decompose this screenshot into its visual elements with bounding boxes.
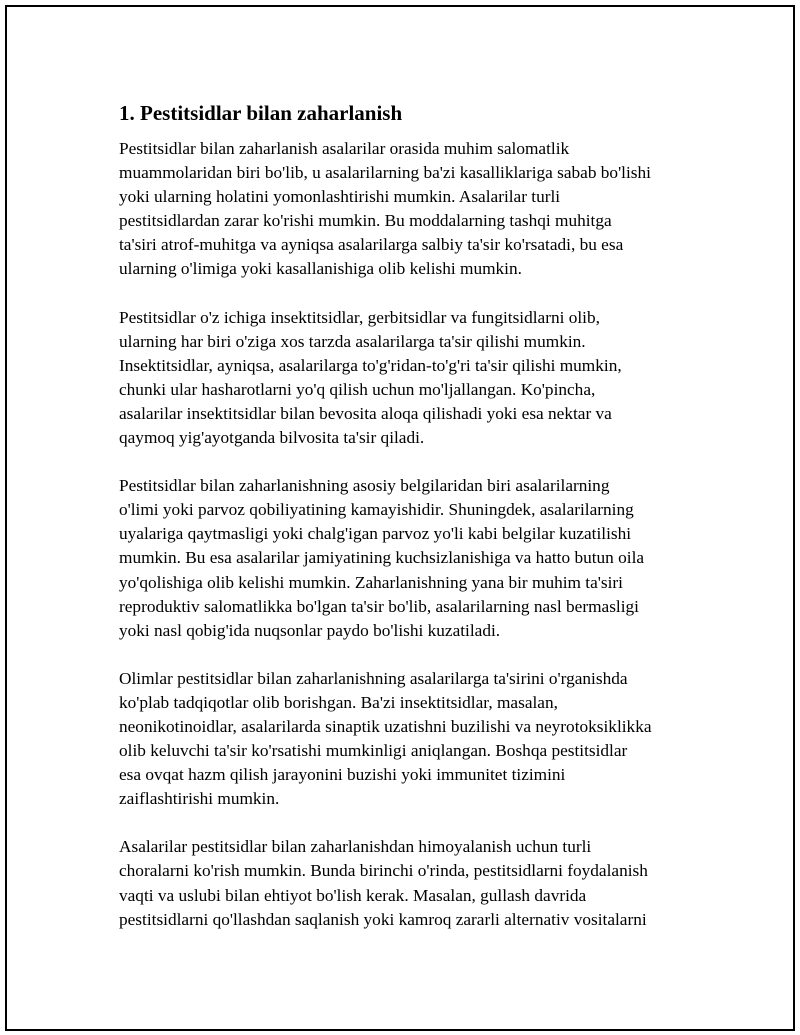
text-line: vaqti va uslubi bilan ehtiyot bo'lish kerak. Masalan, gullash davrida bbox=[119, 885, 587, 905]
page-frame bbox=[5, 5, 795, 1031]
text-line: yo'qolishiga olib kelishi mumkin. Zaharlanishning yana bir muhim ta'siri bbox=[119, 572, 623, 592]
text-line: yoki nasl qobig'ida nuqsonlar paydo bo'lishi kuzatiladi. bbox=[119, 620, 501, 640]
text-line: Olimlar pestitsidlar bilan zaharlanishning asalarilarga ta'sirini o'rganishda bbox=[119, 668, 628, 688]
paragraph-4 bbox=[119, 667, 704, 812]
text-line: Pestitsidlar bilan zaharlanish asalarilar orasida muhim salomatlik bbox=[119, 139, 570, 158]
text-line: olib keluvchi ta'sir ko'rsatishi mumkinligi aniqlangan. Boshqa pestitsidlar bbox=[119, 741, 628, 761]
text-line: Pestitsidlar o'z ichiga insektitsidlar, gerbitsidlar va fungitsidlarni olib, bbox=[119, 307, 600, 327]
text-line: esa ovqat hazm qilish jarayonini buzishi yoki immunitet tizimini bbox=[119, 765, 566, 785]
text-line: pestitsidlarni qo'llashdan saqlanish yoki kamroq zararli alternativ vositalarni bbox=[119, 909, 647, 929]
text-line: yoki ularning holatini yomonlashtirishi mumkin. Asalarilar turli bbox=[119, 187, 561, 207]
text-line: uyalariga qaytmasligi yoki chalg'igan parvoz yo'li kabi belgilar kuzatilishi bbox=[119, 524, 632, 544]
text-line: ko'plab tadqiqotlar olib borishgan. Ba'zi insektitsidlar, masalan, bbox=[119, 692, 558, 712]
paragraph-3 bbox=[119, 474, 704, 643]
text-line: muammolaridan biri bo'lib, u asalarilarning ba'zi kasalliklariga sabab bo'lishi bbox=[119, 163, 651, 183]
text-line: ularning o'limiga yoki kasallanishiga olib kelishi mumkin. bbox=[119, 259, 522, 279]
text-line: pestitsidlardan zarar ko'rishi mumkin. Bu moddalarning tashqi muhitga bbox=[119, 211, 612, 231]
text-line: Pestitsidlar bilan zaharlanishning asosiy belgilaridan biri asalarilarning bbox=[119, 476, 610, 496]
text-line: choralarni ko'rish mumkin. Bunda birinchi o'rinda, pestitsidlarni foydalanish bbox=[119, 861, 648, 881]
text-line: qaymoq yig'ayotganda bilvosita ta'sir qiladi. bbox=[119, 428, 425, 448]
paragraph-2 bbox=[119, 306, 704, 451]
text-line: reproduktiv salomatlikka bo'lgan ta'sir bo'lib, asalarilarning nasl bermasligi bbox=[119, 596, 639, 616]
text-line: o'limi yoki parvoz qobiliyatining kamayishidir. Shuningdek, asalarilarning bbox=[119, 500, 634, 520]
text-line: neonikotinoidlar, asalarilarda sinaptik uzatishni buzilishi va neyrotoksiklikka bbox=[119, 716, 652, 736]
text-line: asalarilar insektitsidlar bilan bevosita aloqa qilishadi yoki esa nektar va bbox=[119, 403, 612, 423]
text-line: ta'siri atrof-muhitga va ayniqsa asalarilarga salbiy ta'sir ko'rsatadi, bu esa bbox=[119, 235, 624, 255]
text-line: zaiflashtirishi mumkin. bbox=[119, 789, 280, 809]
text-line: Asalarilar pestitsidlar bilan zaharlanishdan himoyalanish uchun turli bbox=[119, 837, 592, 857]
paragraph-1 bbox=[119, 137, 704, 282]
section-heading: 1. Pestitsidlar bilan zaharlanish bbox=[119, 101, 403, 125]
text-line: chunki ular hasharotlarni yo'q qilish uchun mo'ljallangan. Ko'pincha, bbox=[119, 379, 596, 399]
text-line: ularning har biri o'ziga xos tarzda asalarilarga ta'sir qilishi mumkin. bbox=[119, 331, 586, 351]
paragraph-5 bbox=[119, 835, 704, 931]
text-line: mumkin. Bu esa asalarilar jamiyatining kuchsizlanishiga va hatto butun oila bbox=[119, 548, 645, 568]
text-line: Insektitsidlar, ayniqsa, asalarilarga to'g'ridan-to'g'ri ta'sir qilishi mumkin, bbox=[119, 355, 622, 375]
document-body bbox=[119, 99, 704, 956]
